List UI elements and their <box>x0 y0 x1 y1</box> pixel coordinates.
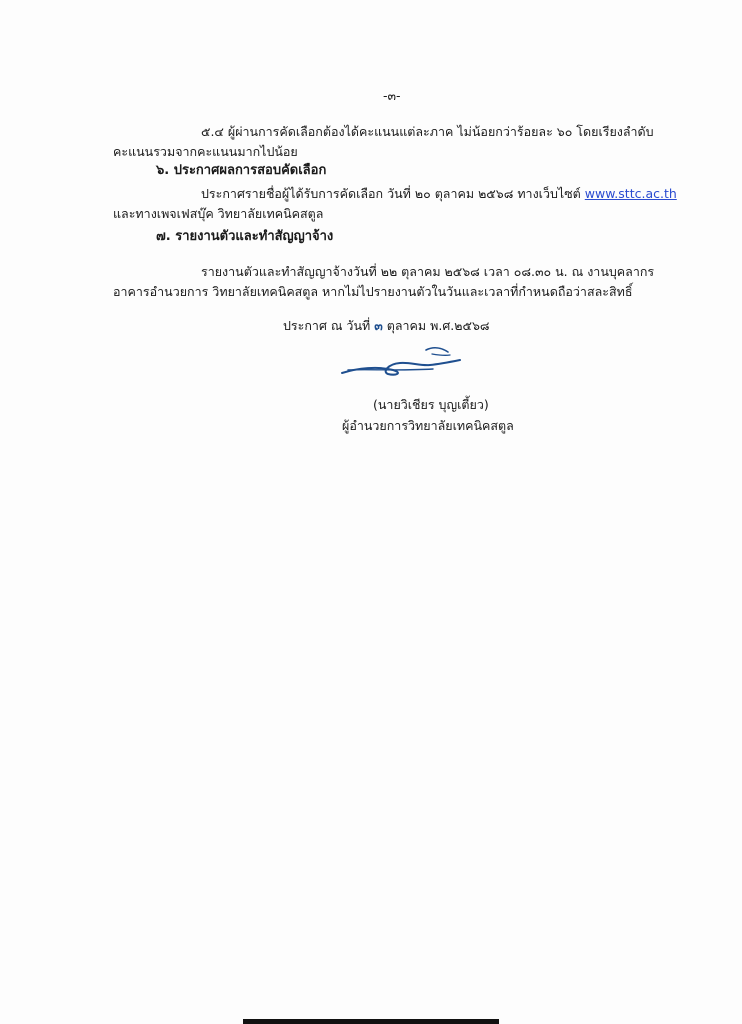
announcement-day: ๓ <box>374 318 383 333</box>
section-6-heading: ๖. ประกาศผลการสอบคัดเลือก <box>156 163 327 178</box>
signatory-position: ผู้อำนวยการวิทยาลัยเทคนิคสตูล <box>342 418 514 433</box>
announcement-prefix: ประกาศ ณ วันที่ <box>283 318 371 333</box>
signature-image <box>338 340 468 380</box>
item-5-4-line1: ๕.๔ ผู้ผ่านการคัดเลือกต้องได้คะแนนแต่ละภาค ไม่น้อยกว่าร้อยละ ๖๐ โดยเรียงลำดับ <box>201 124 654 139</box>
page-number: -๓- <box>383 88 401 103</box>
signatory-name: (นายวิเชียร บุญเตี้ยว) <box>373 397 489 412</box>
announcement-suffix: ตุลาคม พ.ศ.๒๕๖๘ <box>386 318 490 333</box>
section-7-line1: รายงานตัวและทำสัญญาจ้างวันที่ ๒๒ ตุลาคม ๒๕๖๘ เวลา ๐๘.๓๐ น. ณ งานบุคลากร <box>201 264 655 279</box>
item-5-4-line2: คะแนนรวมจากคะแนนมากไปน้อย <box>113 144 298 159</box>
section-7-line2: อาคารอำนวยการ วิทยาลัยเทคนิคสตูล หากไม่ไปรายงานตัวในวันและเวลาที่กำหนดถือว่าสละสิทธิ์ <box>113 284 633 299</box>
section-6-line1-text: ประกาศรายชื่อผู้ได้รับการคัดเลือก วันที่ ๒๐ ตุลาคม ๒๕๖๘ ทางเว็บไซต์ <box>201 186 581 201</box>
section-6-line1 <box>201 186 677 202</box>
bottom-edge-bar <box>243 1019 499 1024</box>
section-7-heading: ๗. รายงานตัวและทำสัญญาจ้าง <box>156 229 334 244</box>
section-6-line2: และทางเพจเฟสบุ๊ค วิทยาลัยเทคนิคสตูล <box>113 206 324 221</box>
announcement-date <box>283 318 490 334</box>
website-link[interactable]: www.sttc.ac.th <box>584 186 677 201</box>
